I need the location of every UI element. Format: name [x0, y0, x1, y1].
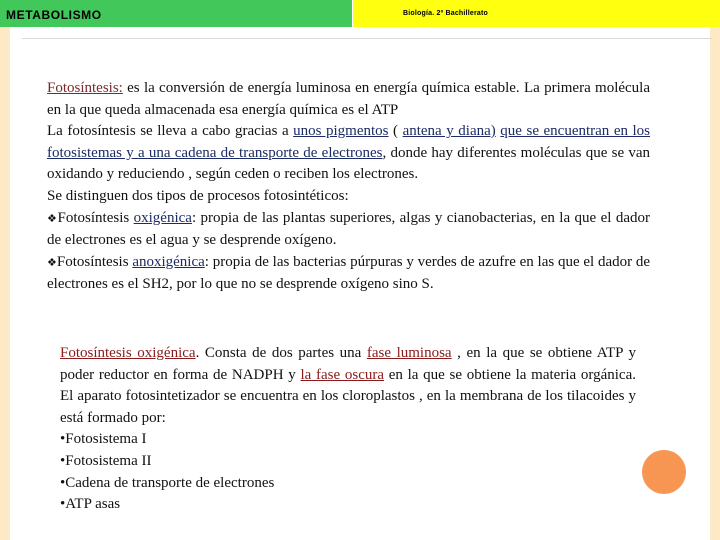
term-fotosintesis-oxigenica: Fotosíntesis oxigénica [60, 345, 196, 361]
paragraph-pigments [47, 121, 650, 186]
list-item: •Fotosistema II [60, 452, 152, 469]
header-divider [22, 38, 712, 39]
term-fase-oscura: la fase oscura [300, 366, 385, 383]
text-segment: , donde hay diferentes moléculas que se van oxidando y reduciendo , según ceden o reciben los electrones. [47, 144, 651, 183]
bullet-icon: ❖ [47, 256, 57, 269]
text-segment: Fotosíntesis [56, 253, 133, 270]
paragraph-definition [47, 78, 650, 121]
list-item: •Fotosistema I [60, 431, 147, 448]
text-segment: La fotosíntesis se lleva a cabo gracias a [47, 123, 294, 140]
term-fotosistemas: que se encuentran en los fotosistemas y a una cadena de transporte de electrones [47, 123, 651, 161]
text-segment: , en la que se obtiene ATP y poder reductor en forma de NADPH y [60, 345, 636, 383]
left-margin-strip [0, 27, 10, 540]
photosynthesis-definition-block [47, 78, 650, 296]
right-margin-strip [710, 27, 720, 540]
term-fotosintesis: Fotosíntesis: [47, 80, 123, 96]
paragraph-types: Se distinguen dos tipos de procesos fotosintéticos: [47, 187, 349, 204]
text-segment: : propia de las bacterias púrpuras y verdes de azufre en las que el dador de electrones es el SH2, por lo que no se desprende oxígeno sino S. [47, 253, 651, 293]
definition-text: es la conversión de energía luminosa en energía química estable. La primera molécula en la que queda almacenada esa energía química es el ATP [47, 80, 650, 118]
text-segment: . Consta de dos partes una [195, 345, 367, 361]
header-title-bar [0, 0, 352, 27]
page-title: METABOLISMO [6, 8, 102, 22]
term-oxigenica: oxigénica [133, 209, 192, 226]
list-item-anoxigenica [47, 252, 650, 296]
decorative-circle [642, 450, 686, 494]
text-segment: ( [388, 123, 403, 140]
text-segment: : propia de las plantas superiores, algas y cianobacterias, en la que el dador de electrones es el agua y se desprende oxígeno. [47, 209, 650, 249]
header-subtitle-bar [353, 0, 720, 27]
list-item: •Cadena de transporte de electrones [60, 474, 275, 491]
text-segment: en la que se obtiene la materia orgánica. El aparato fotosintetizador se encuentra en los cloroplastos , en la membrana de los tilacoides y está formado por: [60, 366, 636, 426]
term-pigmentos: unos pigmentos [293, 123, 389, 140]
bullet-icon: ❖ [47, 212, 58, 225]
paragraph-phases [60, 343, 636, 429]
term-anoxigenica: anoxigénica [132, 253, 205, 270]
term-antena-diana: antena y diana) [402, 123, 496, 140]
page-subtitle: Biología. 2º Bachillerato [403, 10, 488, 17]
list-item-oxigenica [47, 208, 650, 252]
oxygenic-photosynthesis-block [60, 343, 636, 516]
text-segment: Fotosíntesis [57, 209, 134, 226]
term-fase-luminosa: fase luminosa [366, 345, 452, 361]
list-item: •ATP asas [60, 496, 121, 513]
